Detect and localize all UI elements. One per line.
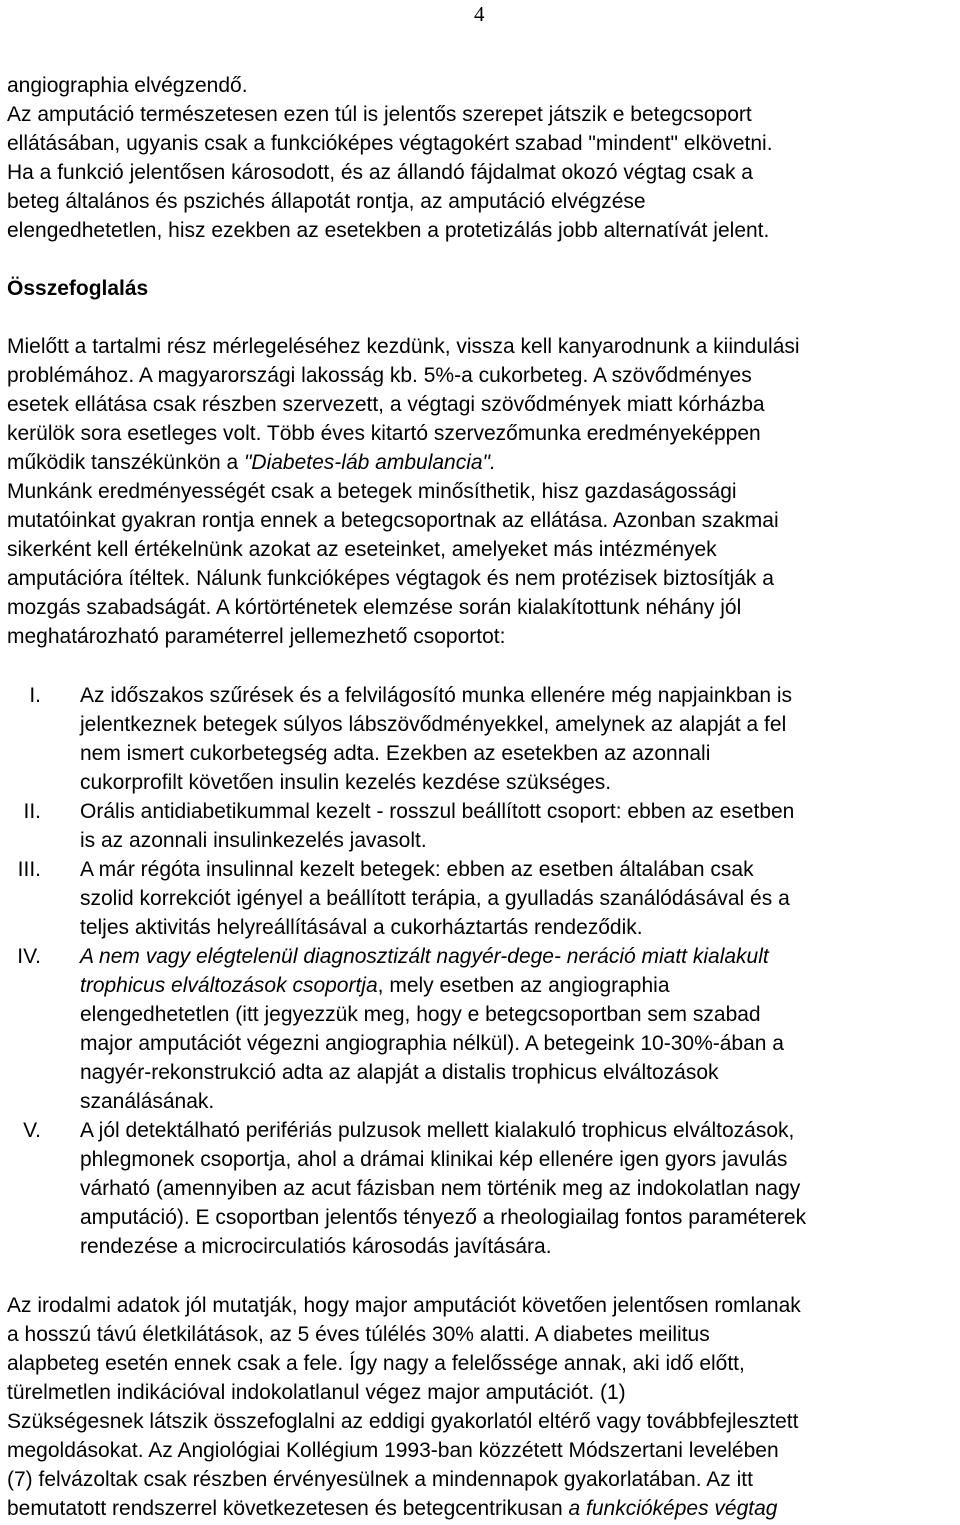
text-line: mutatóinkat gyakran rontja ennek a betegcsoportnak az ellátása. Azonban szakmai xyxy=(7,509,779,532)
text-line xyxy=(7,448,957,477)
text-line: szolid korrekciót igényel a beállított terápia, a gyulladás szanálódásával és a xyxy=(80,887,790,910)
text-line: A jól detektálható perifériás pulzusok mellett kialakuló trophicus elváltozások, xyxy=(80,1119,795,1142)
text-line: megoldásokat. Az Angiológiai Kollégium 1993-ban közzétett Módszertani levelében xyxy=(7,1439,779,1462)
page-number: 4 xyxy=(474,2,485,26)
section-heading: Összefoglalás xyxy=(7,277,149,300)
text-line: mozgás szabadságát. A kórtörténetek elemzése során kialakítottunk néhány jól xyxy=(7,596,742,619)
text-line: rendezése a microcirculatiós károsodás javítására. xyxy=(80,1235,552,1258)
text-line: is az azonnali insulinkezelés javasolt. xyxy=(80,829,427,852)
text-line: amputációra ítéltek. Nálunk funkcióképes végtagok és nem protézisek biztosítják a xyxy=(7,567,774,590)
text-line: a hosszú távú életkilátások, az 5 éves túlélés 30% alatti. A diabetes meilitus xyxy=(7,1323,710,1346)
text-line: beteg általános és pszichés állapotát rontja, az amputáció elvégzése xyxy=(7,190,646,213)
list-item-text xyxy=(80,681,950,797)
list-item-text xyxy=(80,797,950,855)
text-line: angiographia elvégzendő. xyxy=(7,74,248,97)
text-line: elengedhetetlen, hisz ezekben az esetekben a protetizálás jobb alternatívát jelent. xyxy=(7,219,770,242)
text-line: problémához. A magyarországi lakosság kb. 5%-a cukorbeteg. A szövődményes xyxy=(7,364,752,387)
list-item-text xyxy=(80,1116,950,1261)
text-line: amputáció). E csoportban jelentős tényező a rheologiailag fontos paraméterek xyxy=(80,1206,807,1229)
text-line: nem ismert cukorbetegség adta. Ezekben az esetekben az azonnali xyxy=(80,742,711,765)
emphasized-text: A nem vagy elégtelenül diagnosztizált nagyér-dege- neráció miatt kialakult xyxy=(80,945,769,968)
text-segment: , mely esetben az angiographia xyxy=(377,974,670,997)
text-segment: bemutatott rendszerrel következetesen és betegcentrikusan xyxy=(7,1497,569,1520)
list-numeral: III. xyxy=(17,858,41,881)
intro-paragraph xyxy=(7,71,957,245)
text-line: kerülök sora esetleges volt. Több éves kitartó szervezőmunka eredményeképpen xyxy=(7,422,761,445)
summary-paragraph xyxy=(7,332,957,651)
text-line: major amputációt végezni angiographia nélkül). A betegeink 10-30%-ában a xyxy=(80,1032,784,1055)
text-line: (7) felvázoltak csak részben érvényesülnek a mindennapok gyakorlatában. Az itt xyxy=(7,1468,753,1491)
text-line: jelentkeznek betegek súlyos lábszövődményekkel, amelynek az alapját a fel xyxy=(80,713,787,736)
list-item-text xyxy=(80,855,950,942)
text-line: szanálásának. xyxy=(80,1090,215,1113)
text-line: várható (amennyiben az acut fázisban nem történik meg az indokolatlan nagy xyxy=(80,1177,801,1200)
list-numeral: I. xyxy=(29,684,41,707)
text-line: teljes aktivitás helyreállításával a cukorháztartás rendeződik. xyxy=(80,916,643,939)
group-list xyxy=(0,681,960,1261)
list-numeral: II. xyxy=(23,800,41,823)
text-line: Orális antidiabetikummal kezelt - rosszul beállított csoport: ebben az esetben xyxy=(80,800,795,823)
emphasized-text: trophicus elváltozások csoportja xyxy=(80,974,378,997)
text-line: Munkánk eredményességét csak a betegek minősíthetik, hisz gazdaságossági xyxy=(7,480,737,503)
list-item xyxy=(0,942,950,1116)
text-line: Szükségesnek látszik összefoglalni az eddigi gyakorlatól eltérő vagy továbbfejlesztett xyxy=(7,1410,799,1433)
list-item xyxy=(0,1116,950,1261)
emphasized-text: a funkcióképes végtag xyxy=(568,1497,778,1520)
list-item-text xyxy=(80,942,950,1116)
text-line: nagyér-rekonstrukció adta az alapját a distalis trophicus elváltozások xyxy=(80,1061,719,1084)
list-numeral: V. xyxy=(23,1119,41,1142)
text-line: Mielőtt a tartalmi rész mérlegeléséhez kezdünk, vissza kell kanyarodnunk a kiindulási xyxy=(7,335,800,358)
text-line: phlegmonek csoportja, ahol a drámai klinikai kép ellenére igen gyors javulás xyxy=(80,1148,788,1171)
text-line: Az irodalmi adatok jól mutatják, hogy major amputációt követően jelentősen romlanak xyxy=(7,1294,801,1317)
text-line xyxy=(7,1494,957,1523)
text-line: alapbeteg esetén ennek csak a fele. Így nagy a felelőssége annak, aki idő előtt, xyxy=(7,1352,745,1375)
text-line xyxy=(80,971,950,1000)
text-line: elengedhetetlen (itt jegyezzük meg, hogy e betegcsoportban sem szabad xyxy=(80,1003,761,1026)
text-line: sikerként kell értékelnünk azokat az eseteinket, amelyeket más intézmények xyxy=(7,538,717,561)
list-item xyxy=(0,855,950,942)
text-line: A már régóta insulinnal kezelt betegek: ebben az esetben általában csak xyxy=(80,858,754,881)
text-line: cukorprofilt követően insulin kezelés kezdése szükséges. xyxy=(80,771,612,794)
emphasized-text: "Diabetes-láb ambulancia". xyxy=(243,451,496,474)
list-numeral: IV. xyxy=(17,945,41,968)
text-line: esetek ellátása csak részben szervezett, a végtagi szövődmények miatt kórházba xyxy=(7,393,765,416)
list-item xyxy=(0,681,950,797)
list-item xyxy=(0,797,950,855)
text-segment: működik tanszékünkön a xyxy=(7,451,244,474)
text-line: türelmetlen indikációval indokolatlanul végez major amputációt. (1) xyxy=(7,1381,626,1404)
text-line: Az időszakos szűrések és a felvilágosító munka ellenére még napjainkban is xyxy=(80,684,793,707)
text-line: Ha a funkció jelentősen károsodott, és az állandó fájdalmat okozó végtag csak a xyxy=(7,161,753,184)
text-line: Az amputáció természetesen ezen túl is jelentős szerepet játszik e betegcsoport xyxy=(7,103,752,126)
text-line: ellátásában, ugyanis csak a funkcióképes végtagokért szabad "mindent" elkövetni. xyxy=(7,132,773,155)
text-line: meghatározható paraméterrel jellemezhető csoportot: xyxy=(7,625,506,648)
closing-paragraph xyxy=(7,1291,957,1523)
